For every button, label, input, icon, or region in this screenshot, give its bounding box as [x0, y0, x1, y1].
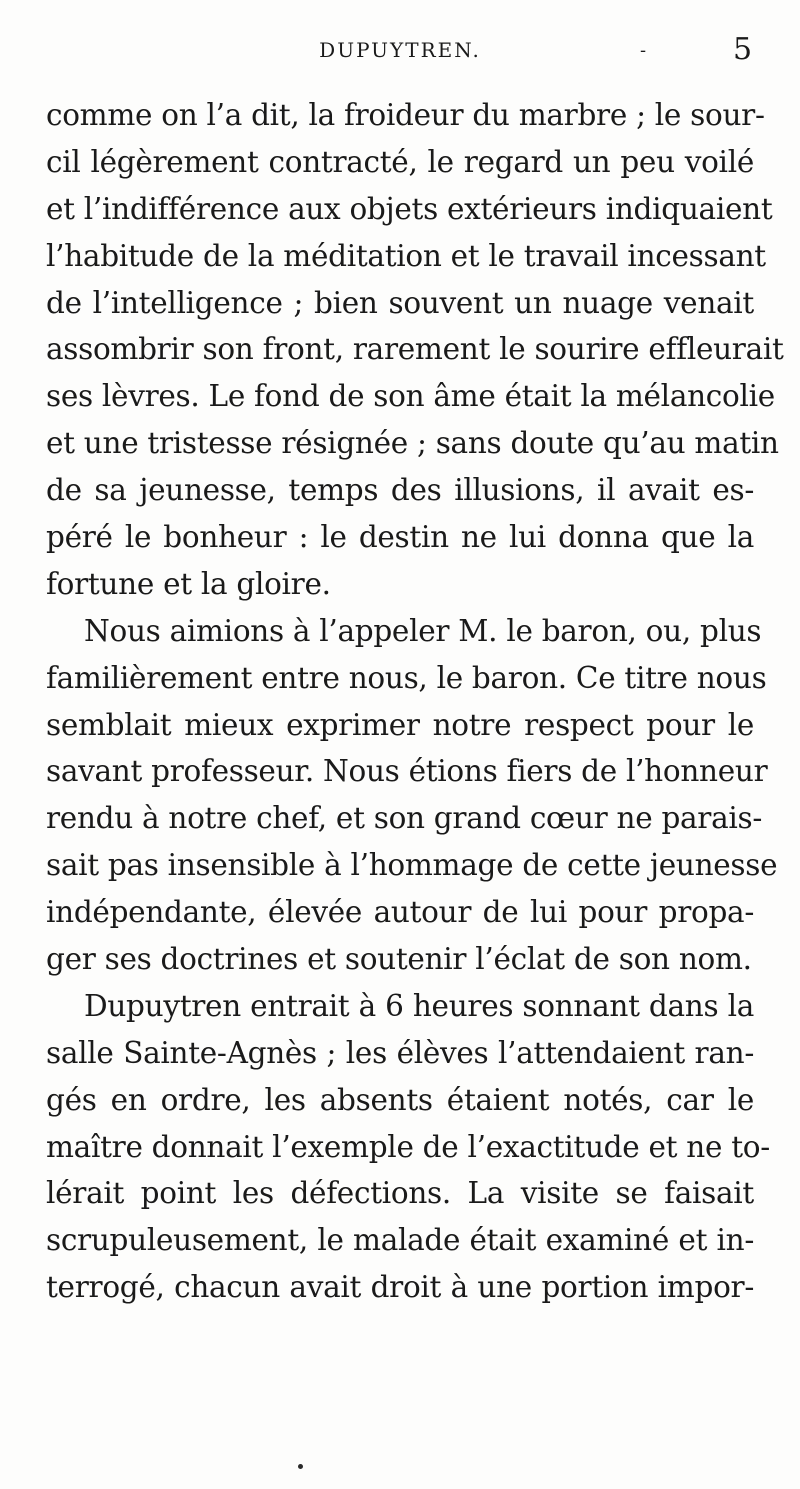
- running-head: [0, 32, 800, 78]
- text-line: familièrement entre nous, le baron. Ce titre nous: [46, 660, 767, 695]
- text-line: ger ses doctrines et soutenir l’éclat de son nom.: [46, 942, 752, 977]
- paragraph-1: [46, 92, 784, 608]
- text-line: de sa jeunesse, temps des illusions, il avait es-: [46, 473, 754, 508]
- text-line: gés en ordre, les absents étaient notés, car le: [46, 1082, 754, 1117]
- text-line: fortune et la gloire.: [46, 566, 331, 601]
- text-line: maître donnait l’exemple de l’exactitude et ne to-: [46, 1129, 770, 1164]
- text-line: Nous aimions à l’appeler M. le baron, ou, plus: [84, 613, 762, 648]
- text-line: scrupuleusement, le malade était examiné et in-: [46, 1223, 754, 1258]
- text-line: indépendante, élevée autour de lui pour propa-: [46, 895, 754, 930]
- text-line: savant professeur. Nous étions fiers de l’honneur: [46, 754, 768, 789]
- text-line: semblait mieux exprimer notre respect pour le: [46, 707, 754, 742]
- text-line: péré le bonheur : le destin ne lui donna que la: [46, 520, 754, 555]
- running-head-dash: -: [640, 40, 647, 61]
- text-line: de l’intelligence ; bien souvent un nuage venait: [46, 285, 754, 320]
- text-line: salle Sainte-Agnès ; les élèves l’attendaient ran-: [46, 1035, 754, 1070]
- text-line: assombrir son front, rarement le sourire effleurait: [46, 332, 784, 367]
- text-line: rendu à notre chef, et son grand cœur ne parais-: [46, 801, 763, 836]
- running-title: DUPUYTREN.: [319, 38, 481, 62]
- paragraph-3: [46, 983, 770, 1311]
- text-line: lérait point les défections. La visite se faisait: [46, 1176, 754, 1211]
- text-line: comme on l’a dit, la froideur du marbre ; le sour-: [46, 98, 765, 132]
- text-line: terrogé, chacun avait droit à une portion impor-: [46, 1270, 754, 1305]
- text-line: l’habitude de la méditation et le travail incessant: [46, 238, 766, 273]
- page-number: 5: [733, 32, 753, 67]
- text-line: ses lèvres. Le fond de son âme était la mélancolie: [46, 379, 775, 414]
- text-line: sait pas insensible à l’hommage de cette jeunesse: [46, 848, 778, 883]
- printer-mark-dot: [298, 1464, 303, 1469]
- text-line: et l’indifférence aux objets extérieurs indiquaient: [46, 191, 773, 226]
- text-line: Dupuytren entrait à 6 heures sonnant dans la: [84, 988, 754, 1023]
- text-line: et une tristesse résignée ; sans doute qu’au matin: [46, 426, 779, 461]
- text-line: cil légèrement contracté, le regard un peu voilé: [46, 144, 754, 179]
- paragraph-2: [46, 608, 778, 983]
- body-text: [46, 92, 784, 1311]
